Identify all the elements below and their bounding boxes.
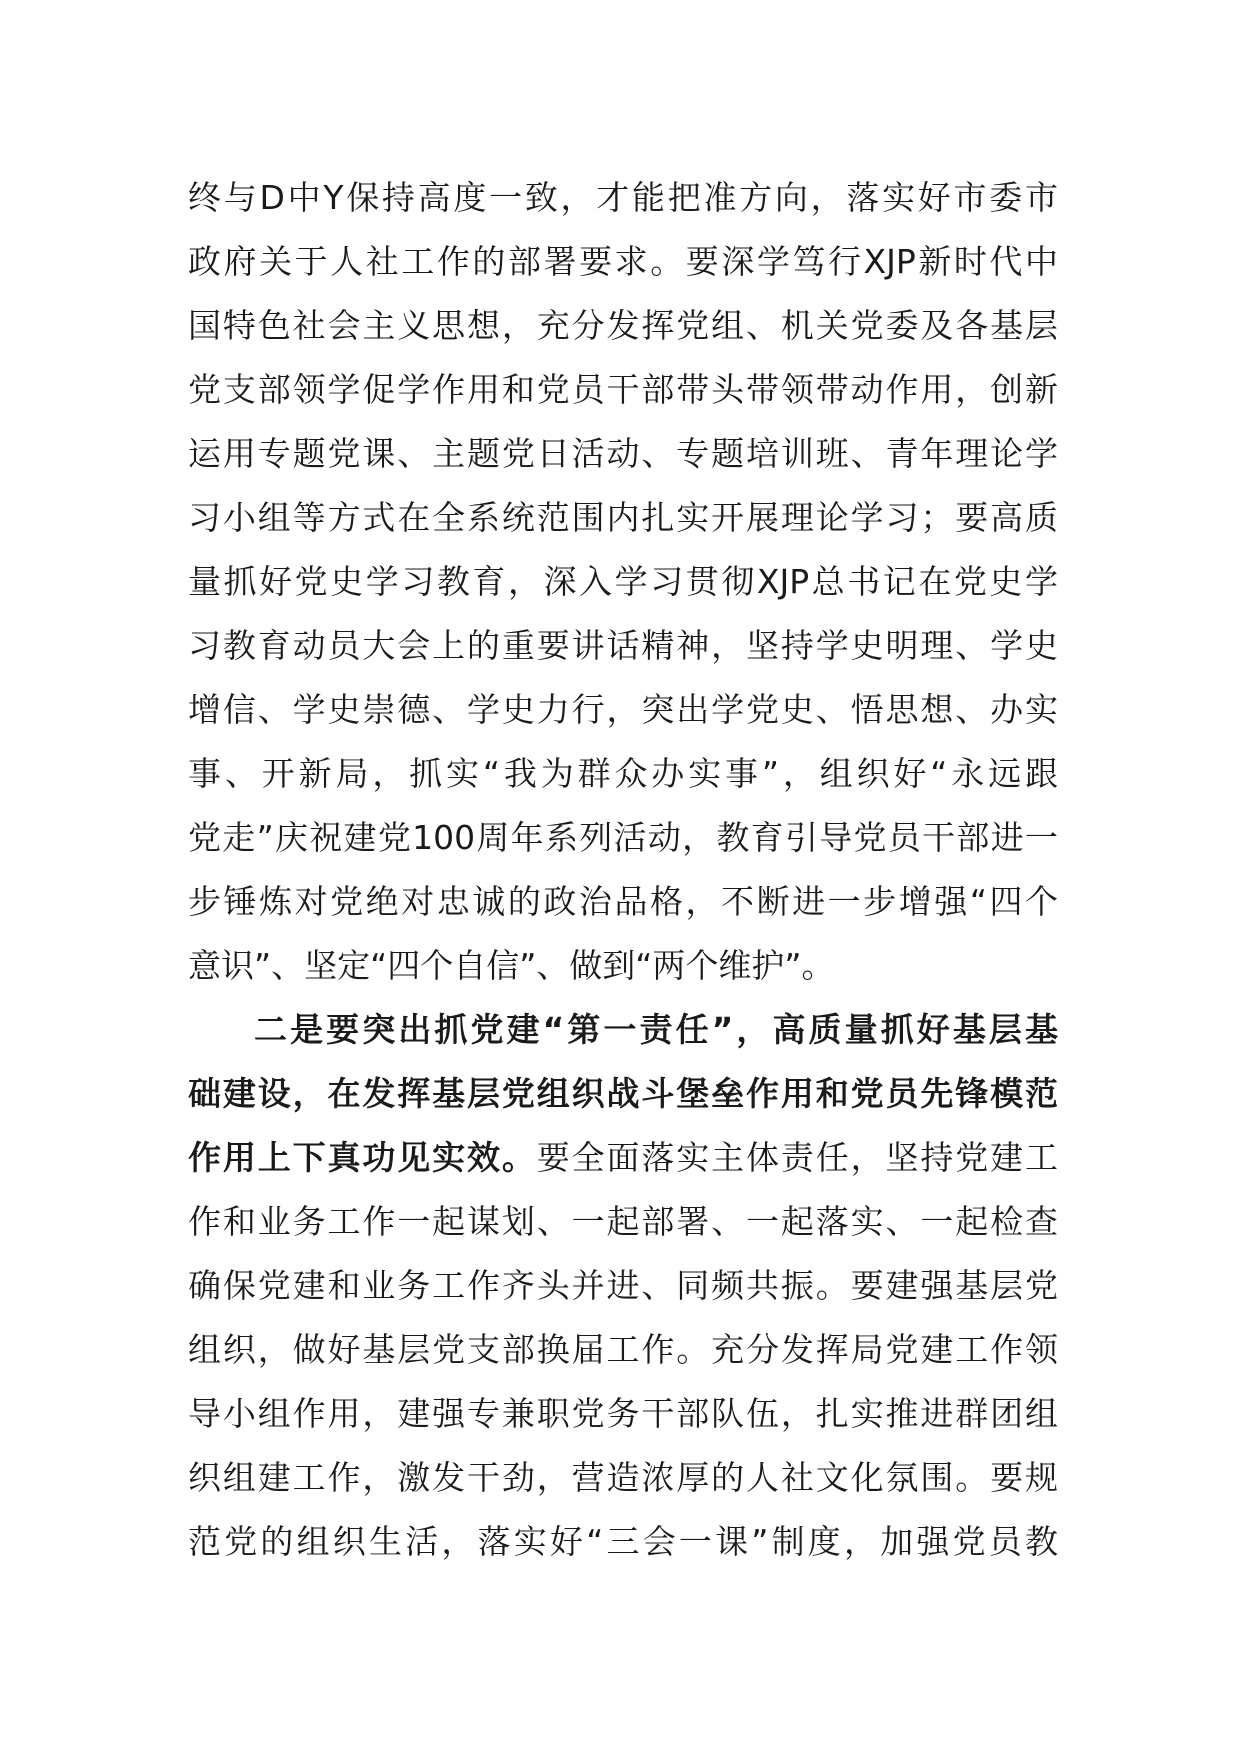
paragraph-1-line-2: 政府关于人社工作的部署要求。要深学笃行XJP新时代中 [188,242,1058,281]
paragraph-2-heading-line-2: 础建设，在发挥基层党组织战斗堡垒作用和党员先锋模范 [188,1074,1058,1113]
paragraph-1-line-10: 事、开新局，抓实“我为群众办实事”，组织好“永远跟 [188,754,1058,793]
paragraph-1-line-11: 党走”庆祝建党100周年系列活动，教育引导党员干部进一 [188,818,1058,857]
paragraph-2-heading-line-3: 作用上下真功见实效。 [188,1138,537,1177]
paragraph-1-line-8: 习教育动员大会上的重要讲话精神，坚持学史明理、学史 [188,626,1058,665]
paragraph-2-line-8: 织组建工作，激发干劲，营造浓厚的人社文化氛围。要规 [188,1458,1058,1497]
paragraph-2-line-6: 组织，做好基层党支部换届工作。充分发挥局党建工作领 [188,1330,1058,1369]
paragraph-2-heading-line-1: 二是要突出抓党建“第一责任”，高质量抓好基层基 [254,1010,1058,1049]
paragraph-2-line-7: 导小组作用，建强专兼职党务干部队伍，扎实推进群团组 [188,1394,1058,1433]
paragraph-1-line-6: 习小组等方式在全系统范围内扎实开展理论学习；要高质 [188,498,1058,537]
paragraph-1-line-4: 党支部领学促学作用和党员干部带头带领带动作用，创新 [188,370,1058,409]
paragraph-1-line-1: 终与D中Y保持高度一致，才能把准方向，落实好市委市 [188,178,1058,217]
paragraph-1-line-13: 意识”、坚定“四个自信”、做到“两个维护”。 [188,946,835,985]
paragraph-1-line-3: 国特色社会主义思想，充分发挥党组、机关党委及各基层 [188,306,1058,345]
paragraph-1-line-7: 量抓好党史学习教育，深入学习贯彻XJP总书记在党史学 [188,562,1058,601]
paragraph-2-line-3 [188,1126,1058,1190]
body-text [188,166,1058,1574]
paragraph-2-line-3-text: 要全面落实主体责任，坚持党建工 [536,1138,1058,1177]
paragraph-1-line-9: 增信、学史崇德、学史力行，突出学党史、悟思想、办实 [188,690,1058,729]
paragraph-2-line-5: 确保党建和业务工作齐头并进、同频共振。要建强基层党 [188,1266,1058,1305]
paragraph-2-line-9: 范党的组织生活，落实好“三会一课”制度，加强党员教 [188,1522,1058,1561]
paragraph-1-line-5: 运用专题党课、主题党日活动、专题培训班、青年理论学 [188,434,1058,473]
paragraph-2-line-4: 作和业务工作一起谋划、一起部署、一起落实、一起检查 [188,1202,1058,1241]
paragraph-1-line-12: 步锤炼对党绝对忠诚的政治品格，不断进一步增强“四个 [188,882,1058,921]
